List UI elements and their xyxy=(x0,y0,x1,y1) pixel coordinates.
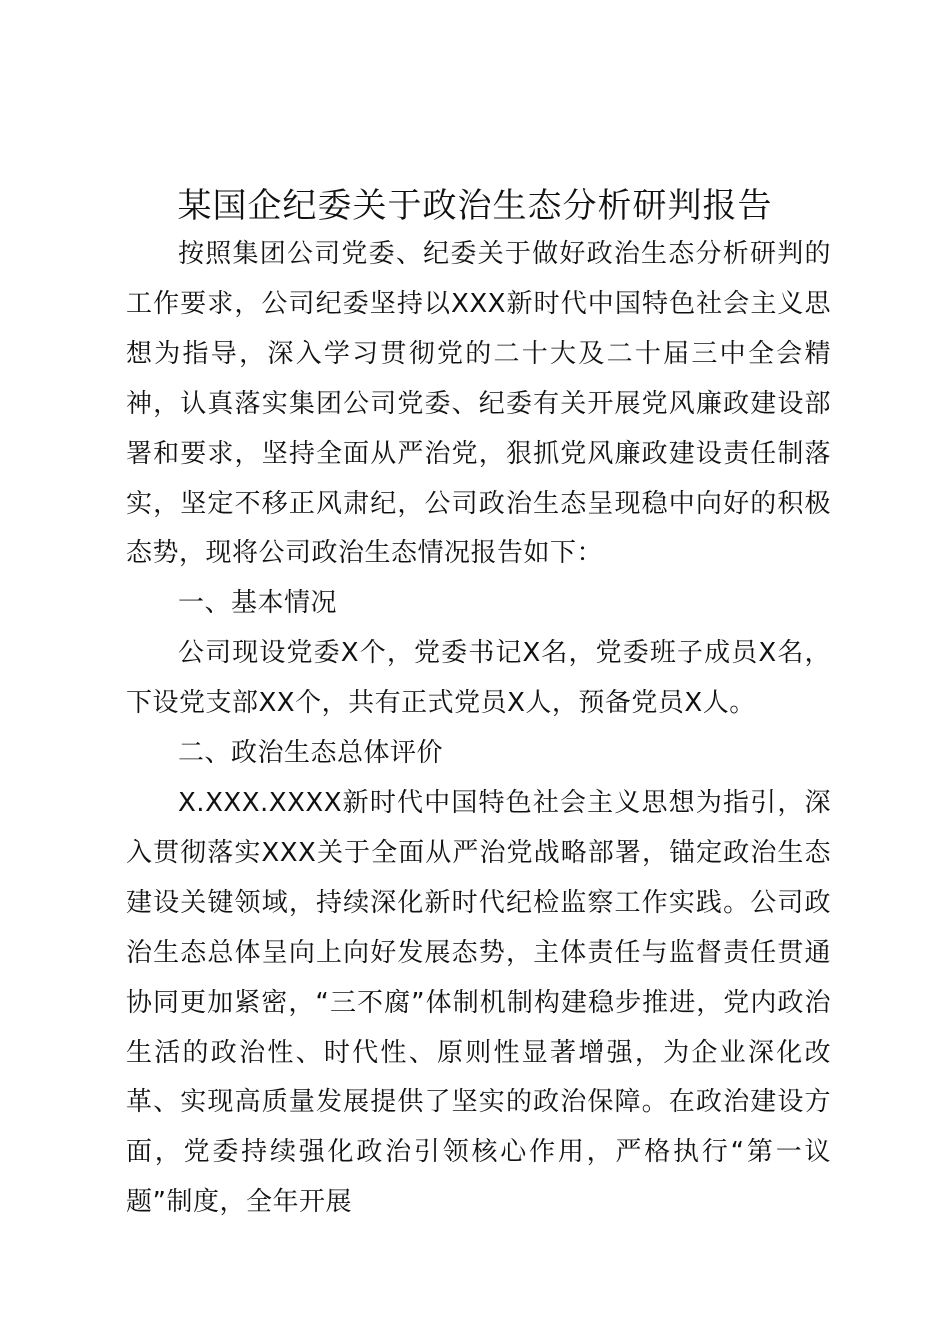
document-body xyxy=(126,230,831,1228)
overall-evaluation-paragraph: X.XXX.XXXX新时代中国特色社会主义思想为指引，深入贯彻落实XXX关于全面从严治党战略部署，锚定政治生态建设关键领域，持续深化新时代纪检监察工作实践。公司政治生态总体呈向上向好发展态势，主体责任与监督责任贯通协同更加紧密，“三不腐”体制机制构建稳步推进，党内政治生活的政治性、时代性、原则性显著增强，为企业深化改革、实现高质量发展提供了坚实的政治保障。在政治建设方面，党委持续强化政治引领核心作用，严格执行“第一议题”制度，全年开展 xyxy=(126,787,831,1218)
section-heading-overall-evaluation: 二、政治生态总体评价 xyxy=(178,738,444,769)
intro-paragraph: 按照集团公司党委、纪委关于做好政治生态分析研判的工作要求，公司纪委坚持以XXX新时代中国特色社会主义思想为指导，深入学习贯彻党的二十大及二十届三中全会精神，认真落实集团公司党委、纪委有关开展党风廉政建设部署和要求，坚持全面从严治党，狠抓党风廉政建设责任制落实，坚定不移正风肃纪，公司政治生态呈现稳中向好的积极态势，现将公司政治生态情况报告如下： xyxy=(126,239,831,569)
basic-info-paragraph: 公司现设党委X个，党委书记X名，党委班子成员X名，下设党支部XX个，共有正式党员X人，预备党员X人。 xyxy=(126,638,831,719)
document-title: 某国企纪委关于政治生态分析研判报告 xyxy=(177,186,773,226)
section-heading-basic-info: 一、基本情况 xyxy=(178,588,338,619)
